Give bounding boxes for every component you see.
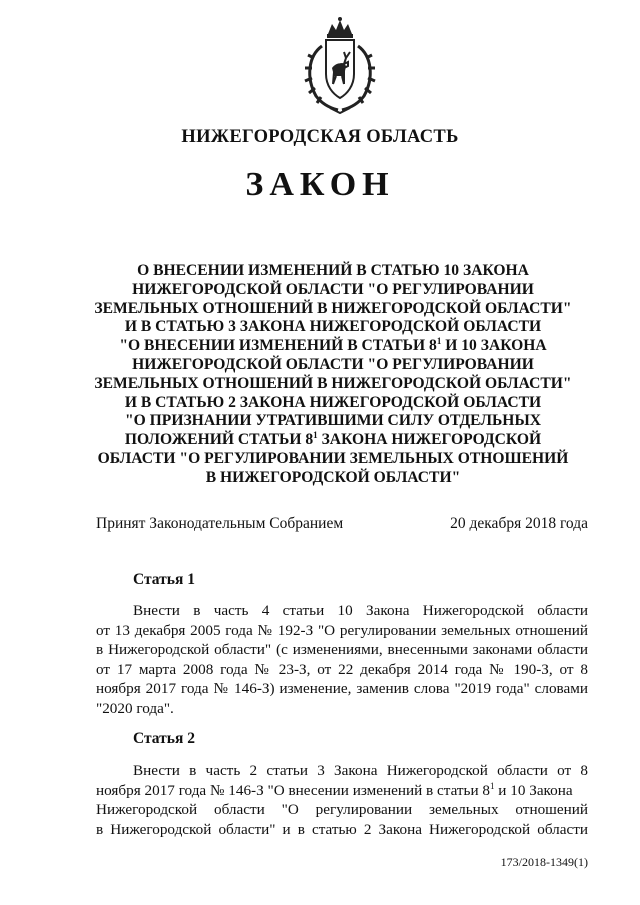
adoption-line: [96, 515, 588, 533]
adoption-date: 20 декабря 2018 года: [450, 515, 588, 532]
adopting-body: Принят Законодательным Собранием: [96, 515, 344, 532]
document-type: ЗАКОН: [245, 166, 395, 203]
article-1-heading: Статья 1: [133, 571, 195, 588]
document-number: 173/2018-1349(1): [500, 855, 588, 869]
title-line: И В СТАТЬЮ 3 ЗАКОНА НИЖЕГОРОДСКОЙ ОБЛАСТИ: [124, 318, 542, 336]
title-line: НИЖЕГОРОДСКОЙ ОБЛАСТИ "О РЕГУЛИРОВАНИИ: [132, 280, 534, 298]
article-2-text: [96, 761, 588, 839]
paragraph-line: в Нижегородской области" (с изменениями, внесенными законами области: [96, 641, 588, 659]
paragraph-line: "2020 года".: [96, 699, 174, 717]
article-2-heading: Статья 2: [133, 730, 195, 747]
title-line: НИЖЕГОРОДСКОЙ ОБЛАСТИ "О РЕГУЛИРОВАНИИ: [132, 355, 534, 373]
title-line: ЗЕМЕЛЬНЫХ ОТНОШЕНИЙ В НИЖЕГОРОДСКОЙ ОБЛАСТИ": [94, 374, 572, 392]
paragraph-line: от 17 марта 2008 года № 23-З, от 22 декабря 2014 года № 190-З, от 8: [96, 660, 588, 678]
paragraph-line: ноября 2017 года № 146-З "О внесении изменений в статьи $8^1$ и 10 Закона: [96, 780, 573, 799]
paragraph-line: Нижегородской области "О регулировании земельных отношений: [96, 801, 588, 819]
paragraph-line: Внести в часть 2 статьи 3 Закона Нижегородской области от 8: [133, 762, 588, 779]
paragraph-line: в Нижегородской области" и в статью 2 Закона Нижегородской области: [96, 820, 588, 838]
paragraph-line: от 13 декабря 2005 года № 192-З "О регулировании земельных отношений: [96, 621, 588, 639]
law-title: [60, 262, 606, 488]
title-line: "О ВНЕСЕНИИ ИЗМЕНЕНИЙ В СТАТЬИ $8^1$ И 10 ЗАКОНА: [119, 336, 547, 355]
article-1-text: [96, 601, 588, 719]
title-line: И В СТАТЬЮ 2 ЗАКОНА НИЖЕГОРОДСКОЙ ОБЛАСТИ: [124, 393, 542, 411]
title-line: В НИЖЕГОРОДСКОЙ ОБЛАСТИ": [205, 468, 461, 486]
paragraph-line: ноября 2017 года № 146-З) изменение, заменив слова "2019 года" словами: [96, 680, 588, 698]
title-line: ОБЛАСТИ "О РЕГУЛИРОВАНИИ ЗЕМЕЛЬНЫХ ОТНОШЕНИЙ: [97, 449, 569, 467]
nizhny-novgorod-coat-of-arms-icon: [300, 16, 380, 116]
title-line: "О ПРИЗНАНИИ УТРАТИВШИМИ СИЛУ ОТДЕЛЬНЫХ: [124, 412, 542, 430]
region-name: НИЖЕГОРОДСКАЯ ОБЛАСТЬ: [181, 127, 459, 147]
paragraph-line: Внести в часть 4 статьи 10 Закона Нижегородской области: [133, 602, 588, 619]
title-line: ЗЕМЕЛЬНЫХ ОТНОШЕНИЙ В НИЖЕГОРОДСКОЙ ОБЛАСТИ": [94, 299, 572, 317]
title-line: О ВНЕСЕНИИ ИЗМЕНЕНИЙ В СТАТЬЮ 10 ЗАКОНА: [137, 262, 529, 279]
title-line: ПОЛОЖЕНИЙ СТАТЬИ $8^1$ ЗАКОНА НИЖЕГОРОДСКОЙ: [124, 429, 542, 449]
